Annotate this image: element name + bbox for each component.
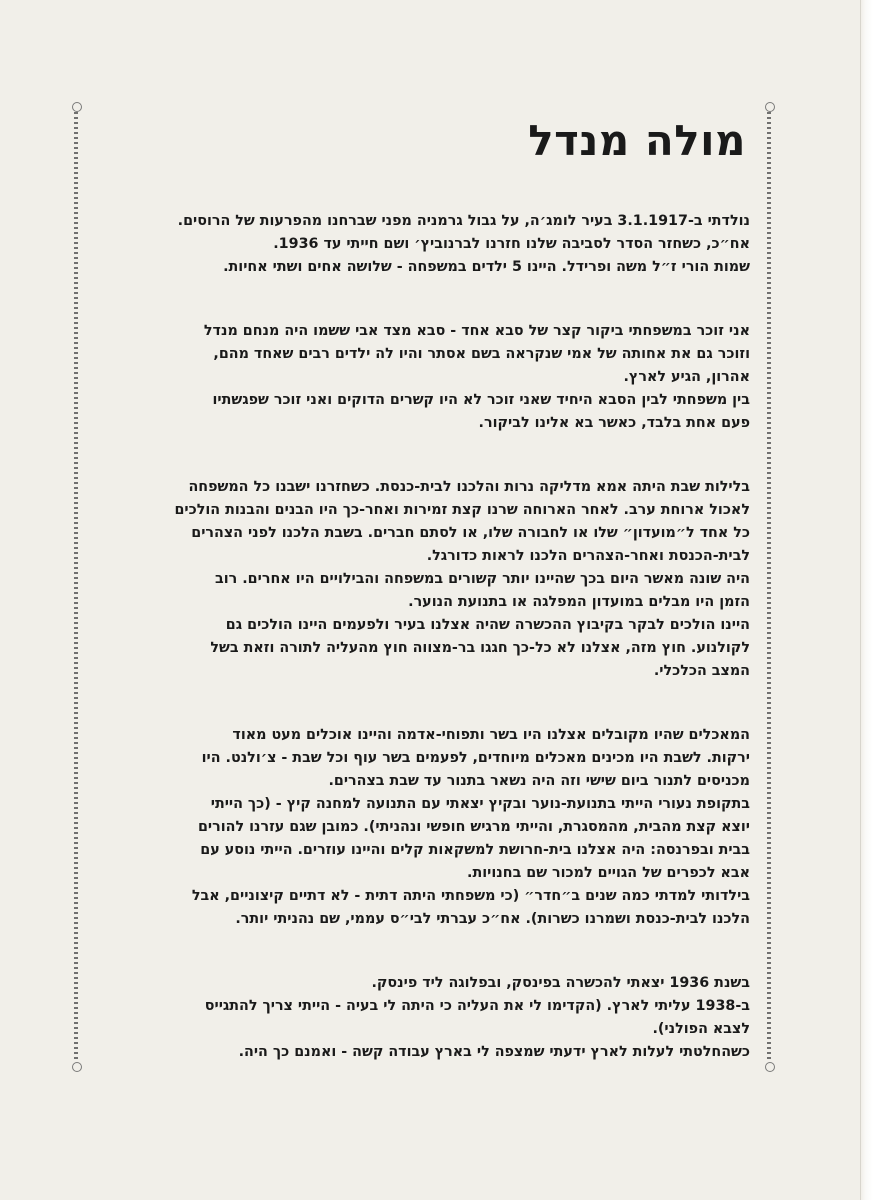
text-line: בין משפחתי לבין הסבא היחיד שאני זוכר לא היו קשרים הדוקים ואני זוכר שפגשתיו (212, 392, 750, 408)
text-line: נולדתי ב-3.1.1917 בעיר לומג׳ה, על גבול גרמניה מפני שברחנו מהפרעות של הרוסים. (177, 213, 750, 229)
page-edge (860, 0, 873, 1200)
text-line: וזוכר גם את אחותה של אמי שנקראה בשם אסתר והיו לה ילדים רבים שאחד מהם, (213, 346, 750, 362)
text-line: לאכול ארוחת ערב. לאחר הארוחה שרנו קצת זמירות ואחר-כך היו הבנים והבנות הולכים (174, 502, 750, 518)
text-line: לקולנוע. חוץ מזה, אצלנו לא כל-כך חגגו בר-מצווה חוץ מהעליה לתורה וזאת בשל (210, 640, 750, 656)
text-line: לצבא הפולני). (652, 1021, 750, 1037)
paragraph-birth (100, 210, 750, 279)
text-line: בלילות שבת היתה אמא מדליקה נרות והלכנו לבית-כנסת. כשחזרנו ישבנו כל המשפחה (188, 479, 750, 495)
text-line: בשנת 1936 יצאתי להכשרה בפינסק, ובפלוגה ליד פינסק. (371, 975, 750, 991)
text-line: מכניסים לתנור ביום שישי וזה היה נשאר בתנור עד שבת בצהרים. (328, 773, 750, 789)
text-line: כשהחלטתי לעלות לארץ ידעתי שמצפה לי בארץ עבודה קשה - ואמנם כך היה. (238, 1044, 750, 1060)
text-line: הלכנו לבית-כנסת ושמרנו כשרות). אח״כ עברתי לבי״ס עממי, שם נהניתי יותר. (235, 911, 750, 927)
decorative-border-left (74, 112, 78, 1062)
text-line: אח״כ, כשחזר הסדר לסביבה שלנו חזרנו לברנוביץ׳ ושם חייתי עד 1936. (273, 236, 750, 252)
text-line: יוצא קצת מהבית, מהמסגרת, והייתי מרגיש חופשי ונהניתי). כמובן שגם עזרנו להורים (197, 819, 750, 835)
text-line: המאכלים שהיו מקובלים אצלנו היו בשר ותפוחי-אדמה והיינו אוכלים מעט מאוד (232, 727, 750, 743)
text-line: המצב הכלכלי. (653, 663, 750, 679)
text-line: אבא לכפרים של הגויים למכור שם בחנויות. (467, 865, 750, 881)
page-title: מולה מנדל (528, 116, 746, 165)
text-line: בילדותי למדתי כמה שנים ב״חדר״ (כי משפחתי היתה דתית - לא דתיים קיצוניים, אבל (191, 888, 750, 904)
text-line: היה שונה מאשר היום בכך שהיינו יותר קשורים במשפחה והבילויים היו אחרים. רוב (215, 571, 750, 587)
paragraph-aliyah (100, 972, 750, 1064)
paragraph-family (100, 320, 750, 435)
text-line: פעם אחת בלבד, כאשר בא אלינו לביקור. (478, 415, 750, 431)
text-line: בתקופת נעורי הייתי בתנועת-נוער ובקיץ יצאתי עם התנועה למחנה קיץ - (כך הייתי (210, 796, 750, 812)
text-line: אהרון, הגיע לארץ. (623, 369, 750, 385)
paragraph-shabbat (100, 476, 750, 683)
text-line: כל אחד ל״מועדון״ שלו או לחבורה שלו, או לסתם חברים. בשבת הלכנו לפני הצהרים (191, 525, 750, 541)
text-line: ב-1938 עליתי לארץ. (הקדימו לי את העליה כי היתה לי בעיה - הייתי צריך להתגייס (204, 998, 750, 1014)
text-line: הזמן היו מבלים במועדון המפלגה או בתנועת הנוער. (408, 594, 750, 610)
text-line: בבית ובפרנסה: היה אצלנו בית-חרושת למשקאות קלים והיינו עוזרים. הייתי נוסע עם (200, 842, 750, 858)
paragraph-food-youth (100, 724, 750, 931)
text-line: היינו הולכים לבקר בקיבוץ ההכשרה שהיה אצלנו בעיר ולפעמים היינו הולכים גם (225, 617, 750, 633)
text-line: ירקות. לשבת היו מכינים מאכלים מיוחדים, לפעמים בשר עוף וכל שבת - צ׳ולנט. היו (201, 750, 750, 766)
text-line: אני זוכר במשפחתי ביקור קצר של סבא אחד - סבא מצד אבי ששמו היה מנחם מנדל (203, 323, 750, 339)
document-page (100, 110, 750, 1064)
text-line: שמות הורי ז״ל משה ופרידל. היינו 5 ילדים במשפחה - שלושה אחים ושתי אחיות. (223, 259, 750, 275)
text-line: לבית-הכנסת ואחר-הצהרים הלכנו לראות כדורגל. (426, 548, 750, 564)
decorative-border-right (767, 112, 771, 1062)
